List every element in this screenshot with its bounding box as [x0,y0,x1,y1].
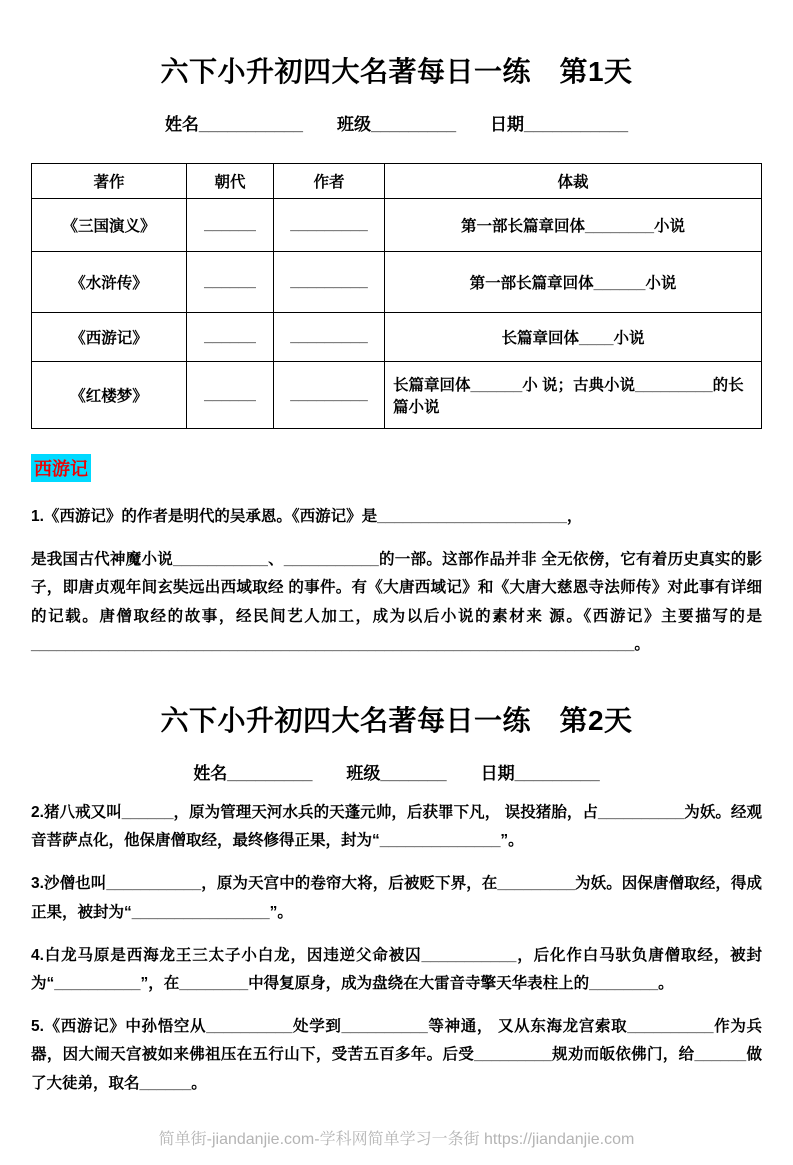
question-2: 2.猪八戒又叫______，原为管理天河水兵的天蓬元帅，后获罪下凡， 误投猪胎，占__________为妖。经观音菩萨点化，他保唐僧取经，最终修得正果，封为“______________”。 [31,804,762,850]
author-blank-cell: _________ [274,362,385,429]
dynasty-blank-cell: ______ [187,313,274,362]
work-title-cell: 《三国演义》 [32,199,187,252]
dynasty-blank-cell: ______ [187,362,274,429]
genre-cell: 第一部长篇章回体________小说 [385,199,762,252]
section-title-xiyouji: 西游记 [31,454,91,482]
date-field: 日期___________ [490,115,629,134]
classics-table [31,163,762,429]
table-row [32,252,762,313]
table-row [32,313,762,362]
header-genre: 体裁 [385,164,762,199]
day2-header-fields [31,759,762,784]
table-row [32,362,762,429]
class-field: 班级_________ [336,115,457,134]
table-header-row [32,164,762,199]
work-title-cell: 《西游记》 [32,313,187,362]
header-dynasty: 朝代 [187,164,274,199]
genre-cell: 第一部长篇章回体______小说 [385,252,762,313]
table-row [32,199,762,252]
genre-cell: 长篇章回体______小 说；古典小说_________的长篇小说 [385,362,762,429]
name-field: 姓名___________ [164,115,303,134]
question-1-line1: 1.《西游记》的作者是明代的吴承恩。《西游记》是______________________， [31,508,583,525]
question-5: 5.《西游记》中孙悟空从__________处学到__________等神通， 又从东海龙宫索取__________作为兵器，因大闹天宫被如来佛祖压在五行山下，受苦五百多年。后受_________规劝而皈依佛门，给______做了大徒弟，取名______。 [31,1018,762,1092]
work-title-cell: 《水浒传》 [32,252,187,313]
author-blank-cell: _________ [274,199,385,252]
day1-title: 六下小升初四大名著每日一练 第1天 [160,56,633,87]
day2-title: 六下小升初四大名著每日一练 第2天 [160,705,633,737]
author-blank-cell: _________ [274,252,385,313]
question-3: 3.沙僧也叫___________，原为天宫中的卷帘大将，后被贬下界，在_________为妖。因保唐僧取经，得成正果，被封为“________________”。 [31,875,762,921]
name-field: 姓名_________ [193,764,313,784]
day1-header-fields [31,110,762,135]
author-blank-cell: _________ [274,313,385,362]
section-head [31,454,762,482]
class-field: 班级_______ [346,764,447,784]
dynasty-blank-cell: ______ [187,252,274,313]
question-4: 4.白龙马原是西海龙王三太子小白龙，因违逆父命被囚___________，后化作白马驮负唐僧取经，被封为“__________”，在________中得复原身，成为盘绕在大雷音寺擎天华表柱上的________。 [31,946,762,993]
question-1-body: 是我国古代神魔小说___________、___________的一部。这部作品并非 全无依傍，它有着历史真实的影子，即唐贞观年间玄奘远出西域取经 的事件。有《大唐西域记》和《大唐大慈恩寺法师传》对此事有详细 的记载。唐僧取经的故事，经民间艺人加工，成为以后小说的素材来 源。《西游记》主要描写的是______________________________________________________________________。 [31,551,762,653]
header-work: 著作 [32,164,187,199]
footer-text: 简单街-jiandanjie.com-学科网简单学习一条街 https://jiandanjie.com [158,1130,635,1148]
genre-cell: 长篇章回体____小说 [385,313,762,362]
header-author: 作者 [274,164,385,199]
date-field: 日期_________ [480,764,600,784]
dynasty-blank-cell: ______ [187,199,274,252]
work-title-cell: 《红楼梦》 [32,362,187,429]
